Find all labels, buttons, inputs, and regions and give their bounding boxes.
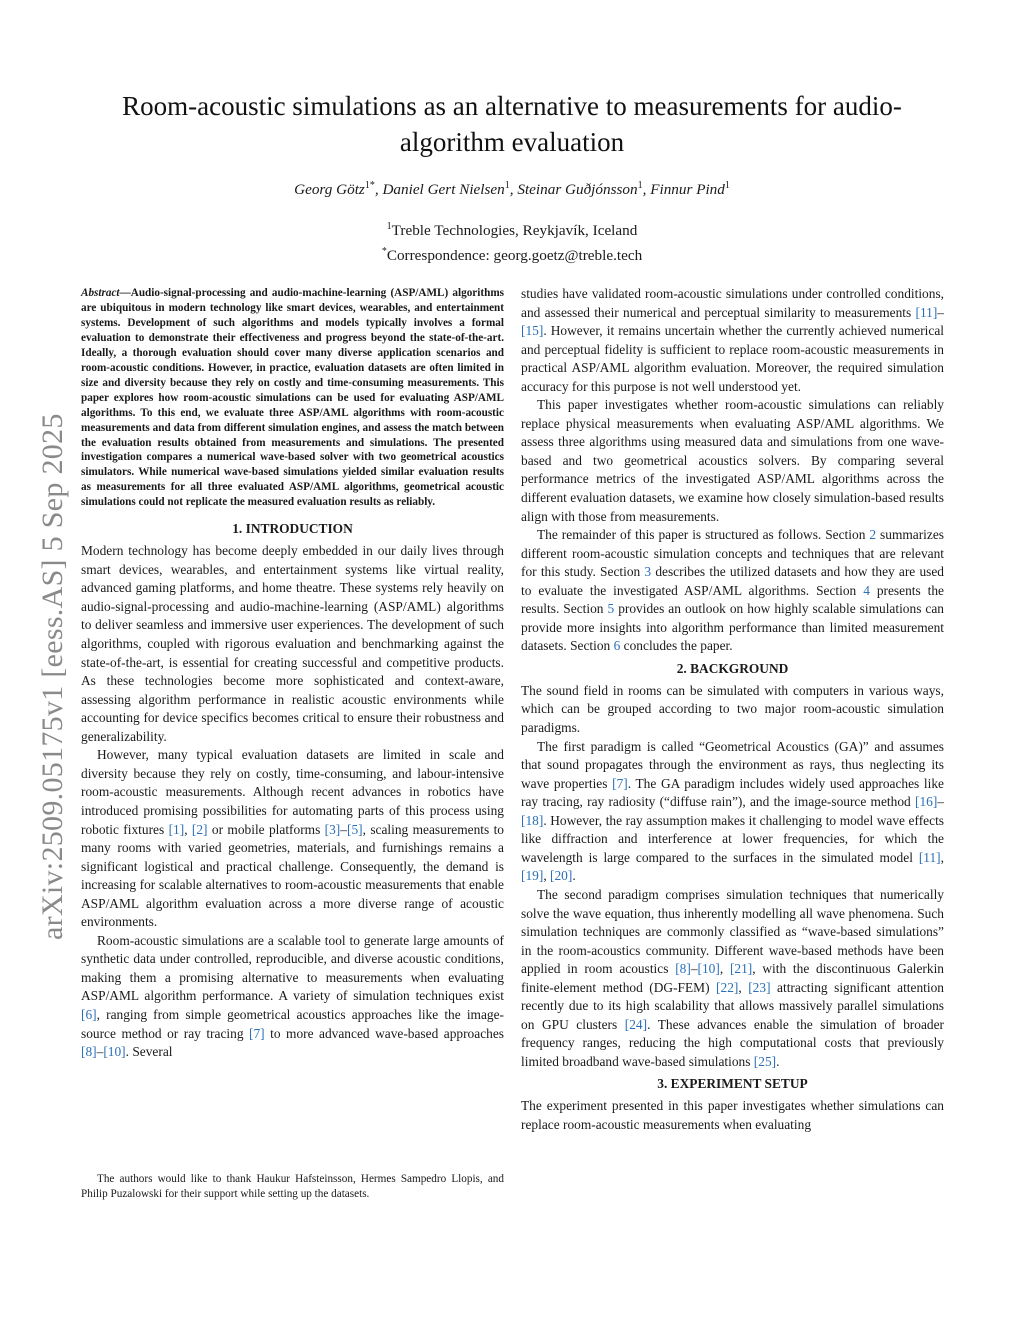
- abstract: [81, 286, 504, 510]
- paragraph-text: The second paradigm comprises simulation techniques that numerically solve the wave equation, thus inherently modelling all wave phenomena. Such simulation techniques are commonly classified as “wave-based simulations” in the room-acoustics community. Different wave-based methods have been applied in room acoustics: [521, 886, 944, 977]
- citation-link[interactable]: [6]: [81, 1006, 97, 1022]
- paragraph-text: –: [937, 794, 944, 810]
- introduction-body: [81, 542, 504, 1061]
- paragraph-text: ,: [719, 961, 730, 977]
- citation-link[interactable]: [8]: [675, 961, 691, 977]
- paragraph-text: This paper investigates whether room-acoustic simulations can reliably replace physical measurements when evaluating ASP/AML algorithms. We assess three algorithms using measured data and simulations from one wave-based and two geometrical acoustics solvers. By comparing several performance metrics of the investigated ASP/AML algorithms across the different evaluation datasets, we examine how closely simulation-based results align with those from measurements.: [521, 397, 944, 524]
- paragraph-text: or mobile platforms: [207, 821, 325, 837]
- arxiv-identifier-stamp: arXiv:2509.05175v1 [eess.AS] 5 Sep 2025: [36, 413, 69, 940]
- body-paragraph: [521, 1097, 944, 1134]
- author-name: Daniel Gert Nielsen: [382, 181, 505, 199]
- abstract-label: Abstract: [81, 287, 120, 299]
- paragraph-text: . These advances enable the simulation of broader frequency ranges, reducing the high computational costs that previously limited broadband wave-based simulations: [521, 1016, 944, 1069]
- affiliation-text: Treble Technologies, Reykjavík, Iceland: [391, 222, 638, 240]
- experiment-setup-body: [521, 1097, 944, 1134]
- paragraph-text: provides an outlook on how highly scalable simulations can provide more insights into algorithm performance than limited measurement datasets. Section: [521, 601, 944, 654]
- paragraph-text: ,: [738, 979, 749, 995]
- citation-link[interactable]: [24]: [624, 1016, 648, 1032]
- author-name: Steinar Guðjónsson: [517, 181, 638, 199]
- left-column: [81, 286, 504, 1062]
- paragraph-text: ,: [940, 849, 944, 865]
- paragraph-text: describes the utilized datasets and how they are used to evaluate the investigated ASP/AML algorithms. Section: [521, 564, 944, 598]
- paragraph-text: summarizes different room-acoustic simulation concepts and techniques that are relevant for this study. Section: [521, 527, 944, 580]
- author-name: Georg Götz: [294, 181, 365, 199]
- citation-link[interactable]: [21]: [729, 961, 753, 977]
- citation-link[interactable]: [18]: [521, 812, 544, 828]
- body-paragraph: [521, 886, 944, 1071]
- paragraph-text: . The GA paradigm includes widely used approaches like ray tracing, ray radiosity (“diffuse rain”), and the image-source method: [521, 775, 944, 810]
- author-affiliation-marker: 1: [637, 180, 643, 191]
- background-body: [521, 682, 944, 1071]
- paragraph-text: to more advanced wave-based approaches: [264, 1025, 504, 1041]
- citation-link[interactable]: [10]: [103, 1044, 126, 1060]
- paragraph-text: Modern technology has become deeply embedded in our daily lives through smart devices, wearables, and entertainment systems like virtual reality, advanced gaming platforms, and home theatre. These systems rely heavily on audio-signal-processing and audio-machine-learning (ASP/AML) algorithms to deliver seamless and immersive user experiences. The development of such algorithms, coupled with rigorous evaluation and benchmarking against the state-of-the-art, is essential for creating successful and competitive products. As these technologies become more sophisticated and context-aware, assessing algorithm performance in realistic acoustic environments while accounting for device specifics becomes critical to ensure their robustness and generalizability.: [81, 543, 504, 744]
- paragraph-text: , scaling measurements to many rooms with varied geometries, materials, and furnishings remains a significant logistical and practical challenge. Consequently, the demand is increasing for scalable alternatives to room-acoustic measurements that enable ASP/AML algorithm evaluation across a more diverse range of acoustic environments.: [81, 821, 504, 930]
- citation-link[interactable]: [7]: [612, 775, 628, 791]
- correspondence-marker: *: [381, 246, 387, 258]
- citation-link[interactable]: [2]: [191, 821, 208, 837]
- affiliation-block: [100, 216, 924, 266]
- paragraph-text: presents the results. Section: [521, 582, 944, 617]
- citation-link[interactable]: [16]: [914, 794, 938, 810]
- author-name: Finnur Pind: [650, 181, 725, 199]
- citation-link[interactable]: [3]: [324, 821, 341, 837]
- citation-link[interactable]: [25]: [753, 1053, 777, 1069]
- affiliation-line: [100, 216, 924, 241]
- introduction-continued-body: [521, 285, 944, 656]
- section-heading-background: 2. BACKGROUND: [676, 660, 789, 676]
- paragraph-text: However, many typical evaluation datasets are limited in scale and diversity because they rely on costly, time-consuming, and labour-intensive room-acoustic measurements. Although recent advances in robotics have introduced promising possibilities for automating parts of this process using robotic fixtures: [81, 747, 504, 837]
- paragraph-text: –: [340, 821, 347, 837]
- citation-link[interactable]: [8]: [81, 1044, 97, 1060]
- right-column: [521, 285, 944, 1135]
- body-paragraph: [81, 542, 504, 746]
- citation-link[interactable]: [22]: [716, 979, 739, 995]
- body-paragraph: [81, 746, 504, 931]
- paragraph-text: . Several: [125, 1044, 173, 1060]
- acknowledgement-footnote: The authors would like to thank Haukur Hafsteinsson, Hermes Sampedro Llopis, and Philip Puzalowski for their support while setting up the datasets.: [81, 1173, 504, 1200]
- section-heading-introduction: 1. INTRODUCTION: [232, 521, 353, 537]
- paragraph-text: .: [776, 1053, 780, 1069]
- citation-link[interactable]: [15]: [521, 323, 544, 339]
- section-heading-experiment-setup: 3. EXPERIMENT SETUP: [657, 1076, 808, 1092]
- paragraph-text: The sound field in rooms can be simulated with computers in various ways, which can be grouped according to two major room-acoustic simulation paradigms.: [521, 682, 944, 736]
- body-paragraph: [521, 285, 944, 396]
- paper-title: Room-acoustic simulations as an alternative to measurements for audio-algorithm evaluation: [122, 91, 902, 157]
- author-affiliation-marker: 1: [724, 180, 730, 191]
- body-paragraph: [521, 526, 944, 656]
- paragraph-text: ,: [543, 868, 551, 884]
- citation-link[interactable]: [11]: [915, 304, 938, 320]
- paragraph-text: –: [937, 304, 944, 320]
- paragraph-text: , with the discontinuous Galerkin finite-element method (DG-FEM): [521, 961, 944, 995]
- paragraph-text: studies have validated room-acoustic simulations under controlled conditions, and assessed their numerical and perceptual similarity to measurements: [521, 286, 944, 320]
- correspondence-text: Correspondence: georg.goetz@treble.tech: [386, 247, 643, 265]
- citation-link[interactable]: [10]: [697, 961, 720, 977]
- affiliation-marker: 1: [386, 221, 392, 232]
- body-paragraph: [521, 396, 944, 526]
- paragraph-text: The remainder of this paper is structured as follows. Section: [537, 527, 870, 543]
- paragraph-text: ,: [184, 821, 192, 837]
- author-affiliation-marker: 1: [504, 180, 510, 191]
- citation-link[interactable]: [1]: [168, 821, 185, 837]
- correspondence-line: [100, 241, 924, 266]
- citation-link[interactable]: 5: [607, 601, 615, 617]
- paragraph-text: attracting significant attention recently due to its high scalability that allows massively parallel simulations on GPU clusters: [521, 979, 944, 1032]
- paragraph-text: The experiment presented in this paper investigates whether simulations can replace room-acoustic measurements when evaluating: [521, 1098, 944, 1132]
- paragraph-text: The first paradigm is called “Geometrical Acoustics (GA)” and assumes that sound propagates through the environment as rays, thus neglecting its wave properties: [521, 738, 944, 791]
- citation-link[interactable]: [19]: [521, 868, 544, 884]
- paragraph-text: , ranging from simple geometrical acoustics approaches like the image-source method or ray tracing: [81, 1006, 504, 1041]
- citation-link[interactable]: [7]: [249, 1025, 265, 1041]
- paragraph-text: .: [572, 868, 576, 884]
- body-paragraph: [81, 932, 504, 1062]
- paragraph-text: . However, the ray assumption makes it challenging to model wave effects like diffraction and interference at lower frequencies, for which the wavelength is large compared to the surfaces in the simulated model: [521, 812, 944, 865]
- paragraph-text: . However, it remains uncertain whether the currently achieved numerical and perceptual fidelity is sufficient to replace room-acoustic measurements in practical ASP/AML algorithm evaluation. Moreover, the required simulation accuracy for this purpose is not well understood yet.: [521, 323, 944, 394]
- citation-link[interactable]: 2: [869, 527, 877, 543]
- author-affiliation-marker: 1*: [364, 180, 375, 191]
- citation-link[interactable]: [20]: [550, 868, 573, 884]
- paragraph-text: –: [96, 1044, 104, 1060]
- paragraph-text: concludes the paper.: [620, 638, 733, 654]
- abstract-text: —Audio-signal-processing and audio-machine-learning (ASP/AML) algorithms are ubiquitous in modern technology like smart devices, wearables, and entertainment systems. Development of such algorithms and models typically involves a formal evaluation to demonstrate their effectiveness and progress beyond the state-of-the-art. Ideally, a thorough evaluation should cover many diverse application scenarios and room-acoustic conditions. However, in practice, evaluation datasets are often limited in size and diversity because they rely on costly and time-consuming measurements. This paper explores how room-acoustic simulations can be used for evaluating ASP/AML algorithms. To this end, we evaluate three ASP/AML algorithms with room-acoustic measurements and data from different simulation engines, and assess the match between the evaluation results obtained from measurements and simulations. The presented investigation compares a numerical wave-based solver with two geometrical acoustics simulators. While numerical wave-based simulations yielded similar evaluation results as measurements for all three evaluated ASP/AML algorithms, geometrical acoustic simulations could not replicate the measured evaluation results as reliably.: [81, 287, 504, 509]
- paragraph-text: –: [690, 961, 698, 977]
- body-paragraph: [521, 682, 944, 738]
- citation-link[interactable]: [11]: [918, 849, 941, 865]
- citation-link[interactable]: [23]: [748, 979, 771, 995]
- citation-link[interactable]: 6: [613, 638, 621, 654]
- paragraph-text: Room-acoustic simulations are a scalable tool to generate large amounts of synthetic data under controlled, reproducible, and diverse acoustic conditions, making them a promising alternative to measurements when evaluating ASP/AML algorithm performance. A variety of simulation techniques exist: [81, 932, 504, 1004]
- body-paragraph: [521, 738, 944, 886]
- citation-link[interactable]: [5]: [346, 821, 363, 837]
- citation-link[interactable]: 3: [644, 564, 652, 580]
- author-list: Georg Götz$^{1*}$, Daniel Gert Nielsen$^1$, Steinar Guðjónsson$^1$, Finnur Pind$^1$: [294, 180, 730, 199]
- citation-link[interactable]: 4: [863, 582, 870, 598]
